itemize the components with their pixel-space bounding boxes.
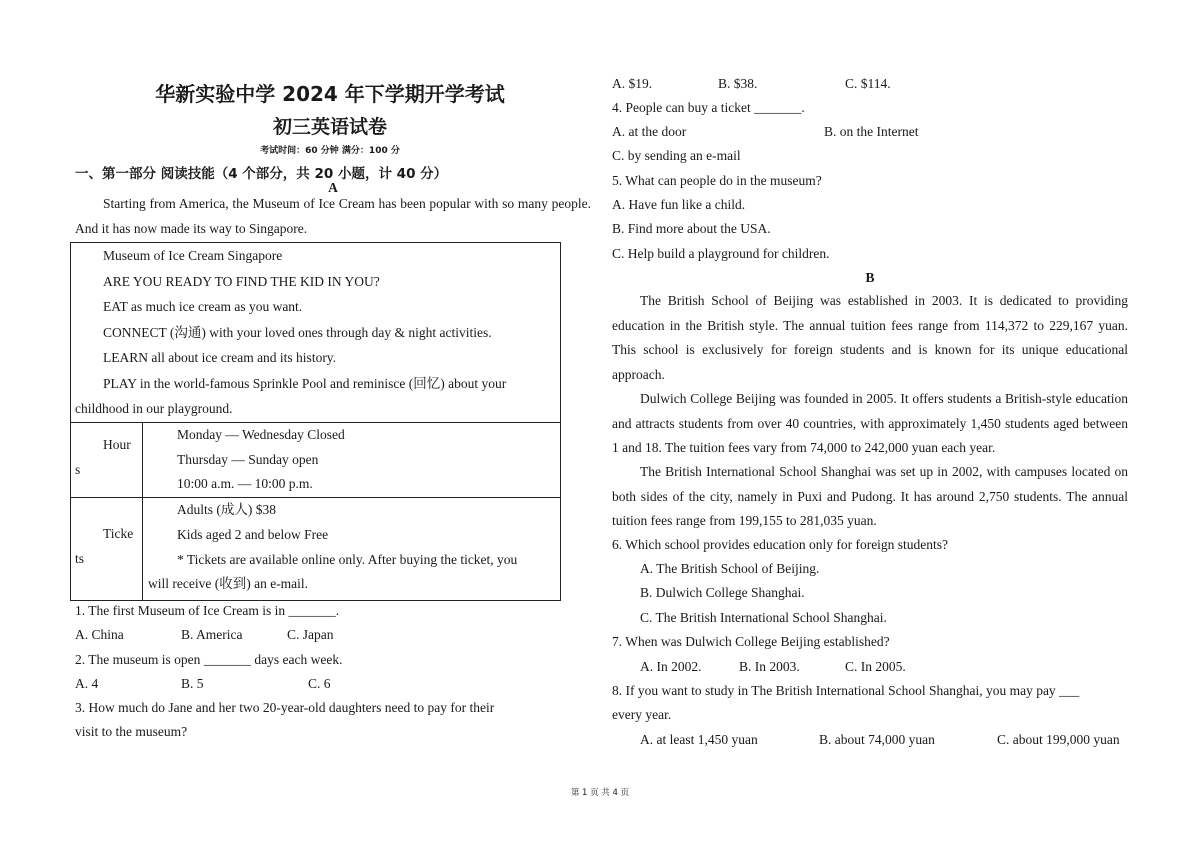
question-2: 2. The museum is open _______ days each week. (75, 652, 343, 667)
hours-label-cell (71, 423, 143, 498)
q5-option-b: B. Find more about the USA. (612, 221, 771, 236)
question-7: 7. When was Dulwich College Beijing established? (612, 634, 890, 649)
section-a-label: A (328, 180, 338, 195)
page-number: 第 1 页 共 4 页 (570, 788, 630, 798)
question-5: 5. What can people do in the museum? (612, 173, 822, 188)
hours-line: Thursday — Sunday open (177, 451, 319, 467)
section-b-para-3: The British International School Shanghai was set up in 2002, with campuses located on both sides of the city, namely in Puxi and Pudong. It has around 2,750 students. The annual tuition fees range from 199,155 to 281,035 yuan. (612, 464, 1128, 528)
part1-heading: 一、第一部分 阅读技能（4 个部分，共 20 小题，计 40 分） (75, 166, 448, 182)
exam-subtitle: 初三英语试卷 (272, 116, 387, 138)
ad-line: LEARN all about ice cream and its history. (103, 350, 337, 365)
section-b-para-2: Dulwich College Beijing was founded in 2005. It offers students a British-style education and attracts students from over 40 countries, with approximately 1,450 students aged between 1 and 18. The tuition fees vary from 74,000 to 242,000 yuan each year. (612, 391, 1128, 455)
q4-option-b: B. on the Internet (824, 124, 919, 139)
hours-label-wrap: s (75, 461, 81, 477)
q2-option-b: B. 5 (181, 676, 204, 691)
question-3: 3. How much do Jane and her two 20-year-old daughters need to pay for their (75, 700, 495, 715)
q6-option-b: B. Dulwich College Shanghai. (640, 585, 805, 600)
q7-option-a: A. In 2002. (640, 659, 702, 674)
q5-option-a: A. Have fun like a child. (612, 197, 746, 212)
exam-info: 考试时间：60 分钟 满分：100 分 (260, 146, 400, 156)
q1-option-a: A. China (75, 627, 124, 642)
question-3-cont: visit to the museum? (75, 724, 188, 739)
q3-option-b: B. $38. (718, 76, 758, 91)
hours-line: 10:00 a.m. — 10:00 p.m. (177, 476, 313, 491)
tickets-label-wrap: ts (75, 550, 85, 566)
tickets-line: * Tickets are available online only. After buying the ticket, you (177, 552, 518, 567)
ad-line: EAT as much ice cream as you want. (103, 299, 303, 314)
question-6: 6. Which school provides education only for foreign students? (612, 537, 949, 552)
museum-ad-table (70, 242, 561, 601)
q7-option-c: C. In 2005. (845, 659, 906, 674)
hours-line: Monday — Wednesday Closed (177, 427, 345, 442)
tickets-line: Kids aged 2 and below Free (177, 526, 329, 542)
question-8: 8. If you want to study in The British International School Shanghai, you may pay ___ (612, 683, 1080, 698)
q8-option-b: B. about 74,000 yuan (819, 732, 935, 747)
ad-line: Museum of Ice Cream Singapore (103, 248, 283, 263)
q3-option-c: C. $114. (845, 76, 891, 91)
tickets-label-cell (71, 498, 143, 601)
q5-option-c: C. Help build a playground for children. (612, 246, 830, 261)
tickets-line: will receive (收到) an e-mail. (148, 576, 309, 591)
section-a-intro: Starting from America, the Museum of Ice Cream has been popular with so many people. And it has now made its way to Singapore. (75, 196, 591, 236)
question-1: 1. The first Museum of Ice Cream is in _______. (75, 603, 340, 618)
hours-label: Hour (103, 437, 131, 452)
q4-option-a: A. at the door (612, 124, 687, 139)
tickets-line: Adults (成人) $38 (177, 502, 276, 517)
hours-cell (143, 423, 561, 498)
question-8-cont: every year. (612, 707, 672, 722)
ad-line: ARE YOU READY TO FIND THE KID IN YOU? (103, 273, 380, 289)
q7-option-b: B. In 2003. (739, 659, 800, 674)
tickets-cell (143, 498, 561, 601)
q8-option-a: A. at least 1,450 yuan (640, 732, 758, 747)
section-b-para-1: The British School of Beijing was established in 2003. It is dedicated to providing education in the British style. The annual tuition fees range from 114,372 to 229,167 yuan. This school is exclusively for foreign students and is known for its unique educational approach. (612, 293, 1128, 382)
exam-title: 华新实验中学 2024 年下学期开学考试 (155, 82, 505, 106)
q2-option-c: C. 6 (308, 676, 331, 691)
q8-option-c: C. about 199,000 yuan (997, 732, 1120, 747)
q2-option-a: A. 4 (75, 676, 99, 691)
section-b-label: B (865, 270, 875, 285)
q6-option-c: C. The British International School Shanghai. (640, 610, 887, 625)
question-4: 4. People can buy a ticket _______. (612, 100, 805, 115)
q4-option-c: C. by sending an e-mail (612, 148, 741, 163)
q3-option-a: A. $19. (612, 76, 653, 91)
tickets-label: Ticke (103, 526, 134, 541)
q1-option-c: C. Japan (287, 627, 334, 642)
ad-line: childhood in our playground. (75, 401, 233, 416)
q1-option-b: B. America (181, 627, 243, 642)
ad-line: PLAY in the world-famous Sprinkle Pool and reminisce (回忆) about your (103, 375, 507, 391)
q6-option-a: A. The British School of Beijing. (640, 561, 820, 576)
ad-line: CONNECT (沟通) with your loved ones through day & night activities. (103, 324, 492, 340)
